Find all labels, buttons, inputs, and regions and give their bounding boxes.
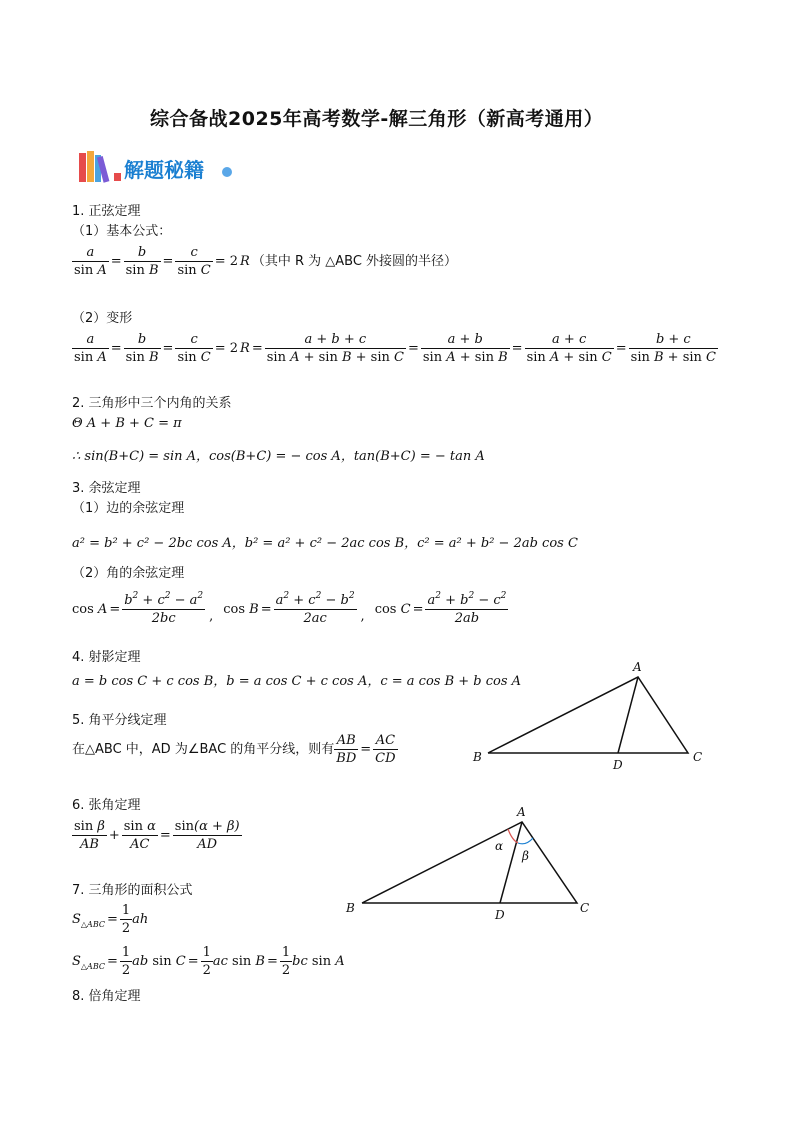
- section-4-heading: 4. 射影定理: [72, 650, 141, 665]
- angle-theorem-formula: $\frac{\text{sin β}}{AB}$ + $\frac{\text{sin α}}{AC}$ = $\frac{\sin(\alpha + \beta)}{AD}$: [74, 819, 240, 852]
- fig1-label-d: D: [613, 758, 623, 772]
- area-formula-1: $S_{\triangle ABC}$ = $\frac{1}{2}$ ah: [72, 903, 149, 936]
- section-3-sub2: （2）角的余弦定理: [72, 566, 185, 581]
- fig1-label-a: A: [633, 660, 642, 674]
- fig1-label-b: B: [473, 750, 482, 764]
- section-1-sub1: （1）基本公式：: [72, 224, 172, 239]
- fig2-label-b: B: [346, 901, 355, 915]
- sine-law-formula: $\frac{a}{\text{sin A}}$ = $\frac{b}{\text{sin B}}$ = $\frac{c}{\text{sin C}}$ = 2 R （其中 R 为 △ABC 外接圆的半径）: [74, 245, 458, 278]
- triangle-figure-bisector: [468, 660, 708, 775]
- angle-sum-line: Θ A + B + C = π: [72, 416, 182, 431]
- badge-dot-icon: [222, 167, 232, 177]
- cosine-law-angles: cos A = $\frac{b^2 + c^2 - a^2}{2bc}$ , cos B = $\frac{a^2 + c^2 - b^2}{2ac}$ , cos C = $\frac{a^2 + b^2 - c^2}{2ab}$: [72, 591, 507, 626]
- area-formula-2: $S_{\triangle ABC}$ = $\frac{1}{2}$ ab sin C = $\frac{1}{2}$ ac sin B = $\frac{1}{2}$ bc sin A: [72, 945, 345, 978]
- fig1-label-c: C: [693, 750, 703, 764]
- cosine-law-sides: a² = b² + c² − 2bc cos A，b² = a² + c² − 2ac cos B，c² = a² + b² − 2ab cos C: [72, 536, 578, 551]
- fig2-label-d: D: [495, 908, 505, 922]
- angle-identity-line: ∴ sin(B+C) = sin A，cos(B+C) = − cos A，tan(B+C) = − tan A: [72, 449, 485, 464]
- page-title: 综合备战2025年高考数学-解三角形（新高考通用）: [150, 108, 604, 130]
- fig2-label-beta: β: [522, 849, 529, 863]
- sine-law-variant: $\frac{a}{\text{sin A}}$ = $\frac{b}{\text{sin B}}$ = $\frac{c}{\text{sin C}}$ = 2 R = $\frac{a + b + c}{\text{sin A + sin B + sin C}}$ = $\frac{a + b}{\text{sin A + sin B}}$ = $\frac{a + c}{\text{sin A + sin C}}$ = $\frac{b + c}{\text{sin B + sin C}}$: [74, 332, 716, 365]
- projection-law-line: a = b cos C + c cos B，b = a cos C + c cos A，c = a cos B + b cos A: [72, 674, 522, 689]
- bisector-theorem: 在△ABC 中，AD 为∠BAC 的角平分线，则有 $\frac{AB}{BD}$ = $\frac{AC}{CD}$: [72, 733, 396, 766]
- section-2-heading: 2. 三角形中三个内角的关系: [72, 396, 232, 411]
- triangle-figure-angle: [340, 800, 600, 925]
- section-3-sub1: （1）边的余弦定理: [72, 501, 185, 516]
- section-6-heading: 6. 张角定理: [72, 798, 141, 813]
- section-8-heading: 8. 倍角定理: [72, 989, 141, 1004]
- section-5-heading: 5. 角平分线定理: [72, 713, 167, 728]
- section-3-heading: 3. 余弦定理: [72, 481, 141, 496]
- fig2-label-a: A: [517, 805, 526, 819]
- fig2-label-c: C: [580, 901, 590, 915]
- fig2-label-alpha: α: [495, 839, 504, 853]
- section-1-sub2: （2）变形: [72, 311, 133, 326]
- books-icon: [78, 150, 124, 184]
- section-1-heading: 1. 正弦定理: [72, 204, 141, 219]
- badge-label: 解题秘籍: [124, 158, 204, 182]
- section-7-heading: 7. 三角形的面积公式: [72, 883, 193, 898]
